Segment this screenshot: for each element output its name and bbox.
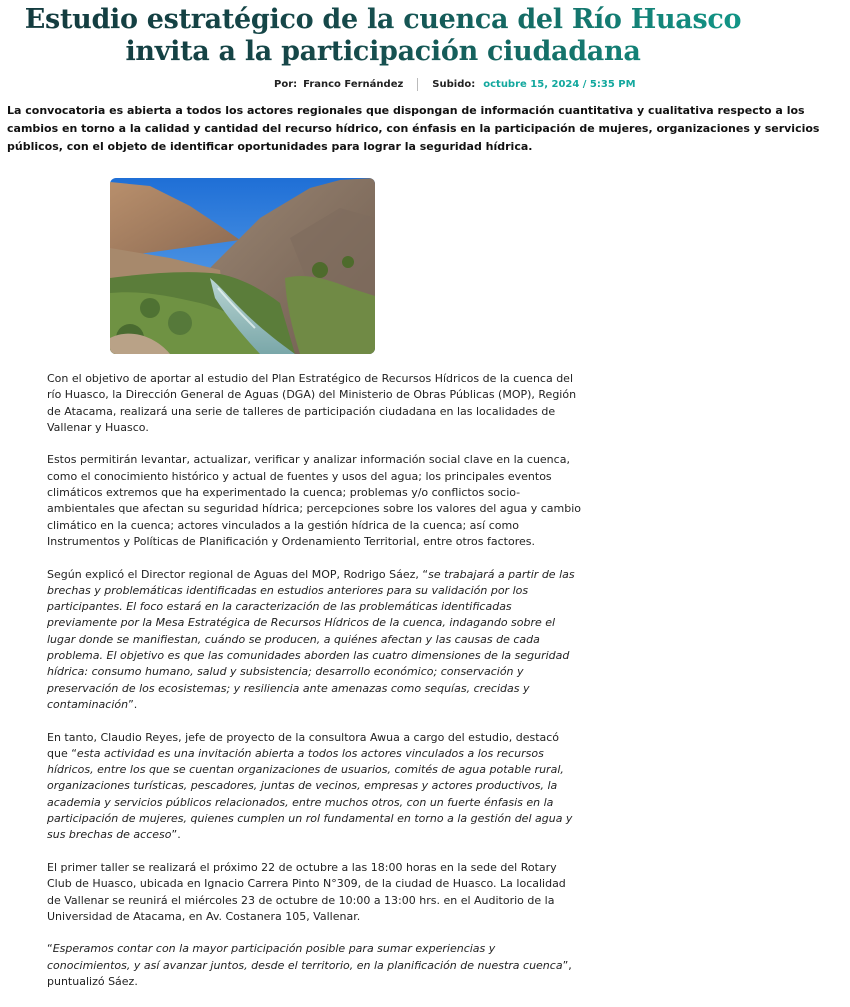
tree <box>312 262 328 278</box>
paragraph: Estos permitirán levantar, actualizar, verificar y analizar información social clave en la cuenca, como el conocimiento histórico y actual de fuentes y usos del agua; los principales eventos climáticos extremos que ha experimentado la cuenca; problemas y/o conflictos socio-ambientales que afectan su seguridad hídrica; percepciones sobre los valores del agua y cambio climático en la cuenca; actores vinculados a la gestión hídrica de la cuenca; así como Instrumentos y Políticas de Planificación y Ordenamiento Territorial, entre otros factores. <box>47 453 581 548</box>
paragraph-text: “ <box>47 942 53 956</box>
quote-text: esta actividad es una invitación abierta a todos los actores vinculados a los recursos hídricos, entre los que se cuentan organizaciones de usuarios, comités de agua potable rural, organizaciones turísticas, pescadores, juntas de vecinos, empresas y actores productivos, la academia y servicios públicos relacionados, entre muchos otros, con un fuerte énfasis en la participación de mujeres, quienes cumplen un rol fundamental en torno a la gestión del agua y sus brechas de acceso <box>47 746 573 842</box>
article-photo <box>110 178 375 354</box>
paragraph: El primer taller se realizará el próximo 22 de octubre a las 18:00 horas en la sede del Rotary Club de Huasco, ubicada en Ignacio Carrera Pinto N°309, de la ciudad de Huasco. La localidad de Vallenar se reunirá el miércoles 23 de octubre de 10:00 a 13:00 hrs. en el Auditorio de la Universidad de Atacama, en Av. Costanera 105, Vallenar. <box>47 860 566 923</box>
paragraph-text: ”, puntualizó Sáez. <box>47 958 572 988</box>
quote-text: Esperamos contar con la mayor participación posible para sumar experiencias y conocimientos, y así avanzar juntos, desde el territorio, en la planificación de nuestra cuenca <box>47 942 563 972</box>
paragraph-text: ”. <box>128 697 138 711</box>
paragraph-text: Según explicó el Director regional de Aguas del MOP, Rodrigo Sáez, “ <box>47 567 429 581</box>
paragraph-text: ”. <box>171 828 181 842</box>
article-meta <box>274 76 636 92</box>
paragraph-text: En tanto, Claudio Reyes, jefe de proyecto de la consultora Awua a cargo del estudio, destacó que “ <box>47 730 560 760</box>
tree <box>342 256 354 268</box>
paragraph <box>47 941 582 990</box>
paragraph: Con el objetivo de aportar al estudio del Plan Estratégico de Recursos Hídricos de la cuenca del río Huasco, la Dirección General de Aguas (DGA) del Ministerio de Obras Públicas (MOP), Región de Atacama, realizará una serie de talleres de participación ciudadana en las localidades de Vallenar y Huasco. <box>47 372 577 434</box>
author-label: Por: <box>274 78 298 90</box>
paragraph <box>47 730 582 844</box>
article-title: Estudio estratégico de la cuenca del Río Huasco invita a la participación ciudadana <box>0 4 766 68</box>
article-lead: La convocatoria es abierta a todos los actores regionales que dispongan de información cuantitativa y cualitativa respecto a los cambios en torno a la calidad y cantidad del recurso hídrico, con énfasis en la participación de mujeres, organizaciones y servicios públicos, con el objeto de identificar oportunidades para lograr la seguridad hídrica. <box>7 104 820 153</box>
publish-date: octubre 15, 2024 / 5:35 PM <box>483 78 636 90</box>
meta-divider <box>417 78 418 91</box>
bush <box>168 311 192 335</box>
quote-text: se trabajará a partir de las brechas y problemáticas identificadas en estudios anteriores para su validación por los participantes. El foco estará en la caracterización de las problemáticas identificadas previamente por la Mesa Estratégica de Recursos Hídricos de la cuenca, indagando sobre el lugar donde se manifiestan, cuándo se producen, a quiénes afectan y las causas de cada problema. El objetivo es que las comunidades aborden las cuatro dimensiones de la seguridad hídrica: consumo humano, salud y subsistencia; desarrollo económico; conservación y preservación de los ecosistemas; y resiliencia ante amenazas como sequías, crecidas y contaminación <box>47 567 575 711</box>
date-label: Subido: <box>432 78 476 90</box>
article-body <box>47 371 582 1007</box>
bush <box>140 298 160 318</box>
paragraph <box>47 567 582 714</box>
author-name[interactable]: Franco Fernández <box>303 78 404 90</box>
